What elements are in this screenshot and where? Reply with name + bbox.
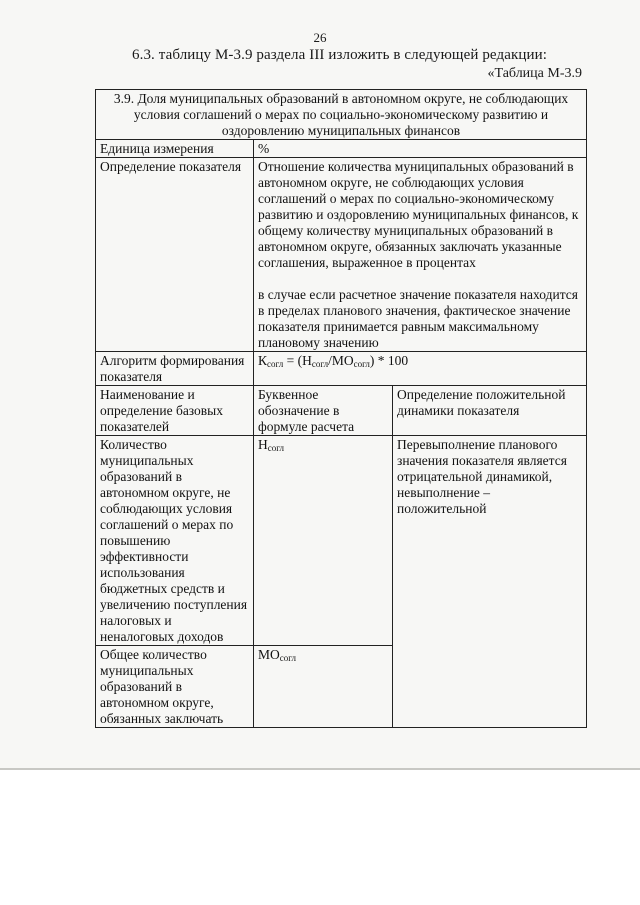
table-title-row xyxy=(96,90,587,140)
row-symbol xyxy=(254,436,393,646)
row-symbol-base: МО xyxy=(258,647,280,662)
page-number: 26 xyxy=(313,30,327,45)
algorithm-label: Алгоритм формирования показателя xyxy=(96,352,254,386)
row-symbol-sub: согл xyxy=(279,653,296,663)
formula-k-sub: согл xyxy=(267,359,284,369)
table-title: 3.9. Доля муниципальных образований в автономном округе, не соблюдающих условия соглашений о мерах по социально-экономическому развитию и оздоровлению муниципальных финансов xyxy=(96,90,587,140)
formula xyxy=(254,352,587,386)
table-label: «Таблица М-3.9 xyxy=(487,66,582,81)
formula-slash: /МО xyxy=(328,353,354,368)
base-header-dynamics: Определение положительной динамики показателя xyxy=(393,386,587,436)
formula-n-sub: согл xyxy=(311,359,329,369)
formula-tail: ) * 100 xyxy=(369,353,409,368)
row-name: Количество муниципальных образований в автономном округе, не соблюдающих условия соглашений о мерах по повышению эффективности использования бюджетных средств и увеличению поступления налоговых и неналоговых доходов xyxy=(96,436,254,646)
unit-value: % xyxy=(254,140,587,158)
unit-label: Единица измерения xyxy=(96,140,254,158)
row-symbol xyxy=(254,646,393,728)
indicator-table xyxy=(95,89,587,728)
paragraph-gap xyxy=(258,271,582,287)
row-dynamics: Перевыполнение планового значения показателя является отрицательной динамикой, невыполнение – положительной xyxy=(393,436,587,728)
row-symbol-base: Н xyxy=(258,437,268,452)
row-name: Общее количество муниципальных образований в автономном округе, обязанных заключать xyxy=(96,646,254,728)
row-symbol-sub: согл xyxy=(267,443,284,453)
unit-row xyxy=(96,140,587,158)
base-header-name: Наименование и определение базовых показателей xyxy=(96,386,254,436)
definition-cell xyxy=(254,158,587,352)
table-row xyxy=(96,436,587,646)
formula-eq: = (Н xyxy=(283,353,312,368)
base-header-symbol: Буквенное обозначение в формуле расчета xyxy=(254,386,393,436)
algorithm-row xyxy=(96,352,587,386)
base-header-row xyxy=(96,386,587,436)
formula-mo-sub: согл xyxy=(353,359,370,369)
formula-k: К xyxy=(258,353,268,368)
definition-label: Определение показателя xyxy=(96,158,254,352)
definition-text: Отношение количества муниципальных образований в автономном округе, не соблюдающих условия соглашений о мерах по социально-экономическому развитию и оздоровлению муниципальных финансов, к общему количеству муниципальных образований в автономном округе, обязанных заключать указанные соглашения, выраженное в процентах xyxy=(258,159,579,270)
definition-note: в случае если расчетное значение показателя находится в пределах планового значения, фактическое значение показателя принимается равным максимальному плановому значению xyxy=(258,287,578,350)
definition-row xyxy=(96,158,587,352)
intro-text: 6.3. таблицу М-3.9 раздела III изложить в следующей редакции: xyxy=(132,47,548,63)
